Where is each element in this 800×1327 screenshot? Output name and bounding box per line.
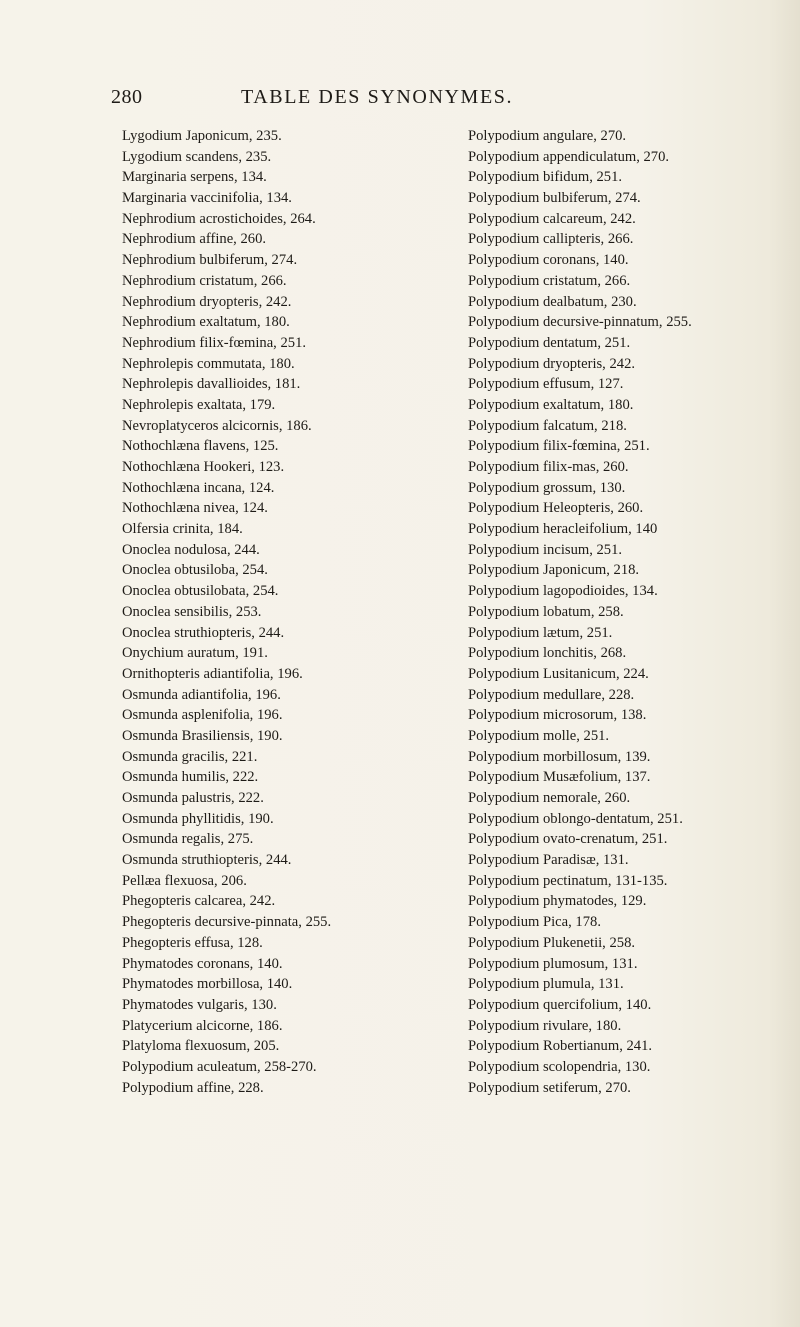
synonym-entry: Polypodium appendiculatum, 270. <box>468 148 670 165</box>
synonym-entry: Nevroplatyceros alcicornis, 186. <box>122 417 312 434</box>
synonym-entry: Phegopteris effusa, 128. <box>122 934 263 951</box>
synonym-entry: Marginaria vaccinifolia, 134. <box>122 190 292 207</box>
synonym-entry: Polypodium microsorum, 138. <box>468 707 647 724</box>
synonym-entry: Polypodium Paradisæ, 131. <box>468 852 629 869</box>
synonym-entry: Polypodium grossum, 130. <box>468 479 626 496</box>
synonym-entry: Onoclea struthiopteris, 244. <box>122 624 285 641</box>
synonym-entry: Polypodium plumula, 131. <box>468 976 624 993</box>
synonym-entry: Polypodium incisum, 251. <box>468 541 623 558</box>
synonym-entry: Polypodium nemorale, 260. <box>468 790 631 806</box>
synonym-entry: Polypodium ovato-crenatum, 251. <box>468 831 668 848</box>
synonym-entry: Onychium auratum, 191. <box>122 645 268 662</box>
synonym-entry: Osmunda gracilis, 221. <box>122 748 258 765</box>
synonym-entry: Polypodium dentatum, 251. <box>468 334 631 351</box>
synonym-entry: Polypodium aculeatum, 258-270. <box>122 1058 317 1075</box>
synonym-entry: Polypodium setiferum, 270. <box>468 1079 631 1096</box>
synonym-entry: Nephrodium exaltatum, 180. <box>122 314 290 331</box>
synonym-entry: Olfersia crinita, 184. <box>122 521 243 538</box>
synonym-entry: Marginaria serpens, 134. <box>122 169 267 186</box>
synonym-entry: Nothochlæna nivea, 124. <box>122 500 268 517</box>
synonym-entry: Phymatodes morbillosa, 140. <box>122 976 293 993</box>
synonym-entry: Polypodium oblongo-dentatum, 251. <box>468 810 683 827</box>
synonym-entry: Polypodium angulare, 270. <box>468 128 627 144</box>
synonym-entry: Osmunda adiantifolia, 196. <box>122 686 281 703</box>
synonym-entry: Osmunda asplenifolia, 196. <box>122 707 283 724</box>
synonym-entry: Polypodium phymatodes, 129. <box>468 893 647 910</box>
synonym-entry: Polypodium dryopteris, 242. <box>468 355 636 372</box>
synonym-entry: Polypodium lætum, 251. <box>468 624 613 641</box>
synonym-entry: Onoclea obtusilobata, 254. <box>122 583 279 600</box>
synonym-entry: Polypodium falcatum, 218. <box>468 417 627 434</box>
synonym-entry: Platyloma flexuosum, 205. <box>122 1038 280 1055</box>
synonym-entry: Polypodium Pica, 178. <box>468 914 601 931</box>
synonym-entry: Polypodium scolopendria, 130. <box>468 1058 651 1075</box>
synonym-entry: Ornithopteris adiantifolia, 196. <box>122 665 303 682</box>
synonym-entry: Polypodium bifidum, 251. <box>468 169 623 186</box>
synonym-entry: Platycerium alcicorne, 186. <box>122 1017 283 1034</box>
synonym-column-right <box>468 126 798 1098</box>
synonym-entry: Nephrodium affine, 260. <box>122 231 267 248</box>
synonym-entry: Polypodium Plukenetii, 258. <box>468 934 636 951</box>
synonym-entry: Nephrodium dryopteris, 242. <box>122 293 292 310</box>
synonym-entry: Polypodium pectinatum, 131-135. <box>468 872 668 889</box>
page-header <box>111 86 631 120</box>
synonym-entry: Nothochlæna flavens, 125. <box>122 438 279 455</box>
synonym-entry: Nothochlæna incana, 124. <box>122 479 275 496</box>
synonym-entry: Polypodium calcareum, 242. <box>468 210 636 227</box>
synonym-entry: Polypodium filix-fœmina, 251. <box>468 438 650 455</box>
synonym-entry: Polypodium lonchitis, 268. <box>468 645 627 662</box>
synonym-entry: Nephrolepis davallioides, 181. <box>122 376 301 393</box>
running-title: TABLE DES SYNONYMES. <box>241 86 514 108</box>
synonym-entry: Polypodium Robertianum, 241. <box>468 1038 653 1055</box>
synonym-entry: Phymatodes vulgaris, 130. <box>122 996 277 1013</box>
synonym-entry: Onoclea obtusiloba, 254. <box>122 562 268 579</box>
synonym-entry: Polypodium Heleopteris, 260. <box>468 500 644 517</box>
synonym-entry: Polypodium exaltatum, 180. <box>468 396 634 413</box>
synonym-entry: Phegopteris decursive-pinnata, 255. <box>122 914 332 931</box>
synonym-entry: Phymatodes coronans, 140. <box>122 955 283 972</box>
synonym-entry: Osmunda regalis, 275. <box>122 831 254 848</box>
synonym-entry: Osmunda palustris, 222. <box>122 790 264 806</box>
synonym-entry: Nephrodium bulbiferum, 274. <box>122 252 298 269</box>
synonym-entry: Osmunda struthiopteris, 244. <box>122 852 292 869</box>
synonym-entry: Polypodium effusum, 127. <box>468 376 624 393</box>
synonym-entry: Nephrodium acrostichoides, 264. <box>122 210 316 227</box>
synonym-entry: Lygodium Japonicum, 235. <box>122 128 282 144</box>
synonym-entry: Nephrodium cristatum, 266. <box>122 272 287 289</box>
synonym-entry: Polypodium lobatum, 258. <box>468 603 624 620</box>
synonym-entry: Phegopteris calcarea, 242. <box>122 893 276 910</box>
synonym-entry: Polypodium decursive-pinnatum, 255. <box>468 314 692 331</box>
synonym-entry: Polypodium lagopodioides, 134. <box>468 583 658 600</box>
synonym-entry: Nothochlæna Hookeri, 123. <box>122 459 285 475</box>
synonym-entry: Polypodium plumosum, 131. <box>468 955 638 972</box>
synonym-entry: Polypodium Lusitanicum, 224. <box>468 665 649 682</box>
synonym-entry: Polypodium Musæfolium, 137. <box>468 769 651 786</box>
synonym-column-left <box>122 126 472 1098</box>
synonym-entry: Onoclea nodulosa, 244. <box>122 541 260 558</box>
synonym-entry: Polypodium cristatum, 266. <box>468 272 631 289</box>
synonym-entry: Polypodium quercifolium, 140. <box>468 996 652 1013</box>
synonym-entry: Polypodium callipteris, 266. <box>468 231 634 248</box>
synonym-entry: Polypodium rivulare, 180. <box>468 1017 622 1034</box>
synonym-entry: Pellæa flexuosa, 206. <box>122 872 247 889</box>
page-number: 280 <box>111 86 143 108</box>
synonym-entry: Polypodium affine, 228. <box>122 1079 264 1096</box>
synonym-entry: Polypodium dealbatum, 230. <box>468 293 637 310</box>
synonym-entry: Onoclea sensibilis, 253. <box>122 603 262 620</box>
synonym-entry: Nephrodium filix-fœmina, 251. <box>122 334 307 351</box>
synonym-entry: Polypodium morbillosum, 139. <box>468 748 651 765</box>
synonym-entry: Lygodium scandens, 235. <box>122 148 272 165</box>
synonym-entry: Osmunda humilis, 222. <box>122 769 259 786</box>
synonym-entry: Polypodium Japonicum, 218. <box>468 562 640 579</box>
synonym-entry: Osmunda phyllitidis, 190. <box>122 810 274 827</box>
synonym-entry: Polypodium molle, 251. <box>468 727 610 744</box>
synonym-entry: Osmunda Brasiliensis, 190. <box>122 727 283 744</box>
synonym-entry: Polypodium bulbiferum, 274. <box>468 190 641 207</box>
synonym-entry: Nephrolepis commutata, 180. <box>122 355 295 372</box>
synonym-entry: Polypodium filix-mas, 260. <box>468 459 629 475</box>
synonym-entry: Nephrolepis exaltata, 179. <box>122 396 276 413</box>
synonym-entry: Polypodium medullare, 228. <box>468 686 635 703</box>
synonym-entry: Polypodium coronans, 140. <box>468 252 629 269</box>
synonym-entry: Polypodium heracleifolium, 140 <box>468 521 658 538</box>
